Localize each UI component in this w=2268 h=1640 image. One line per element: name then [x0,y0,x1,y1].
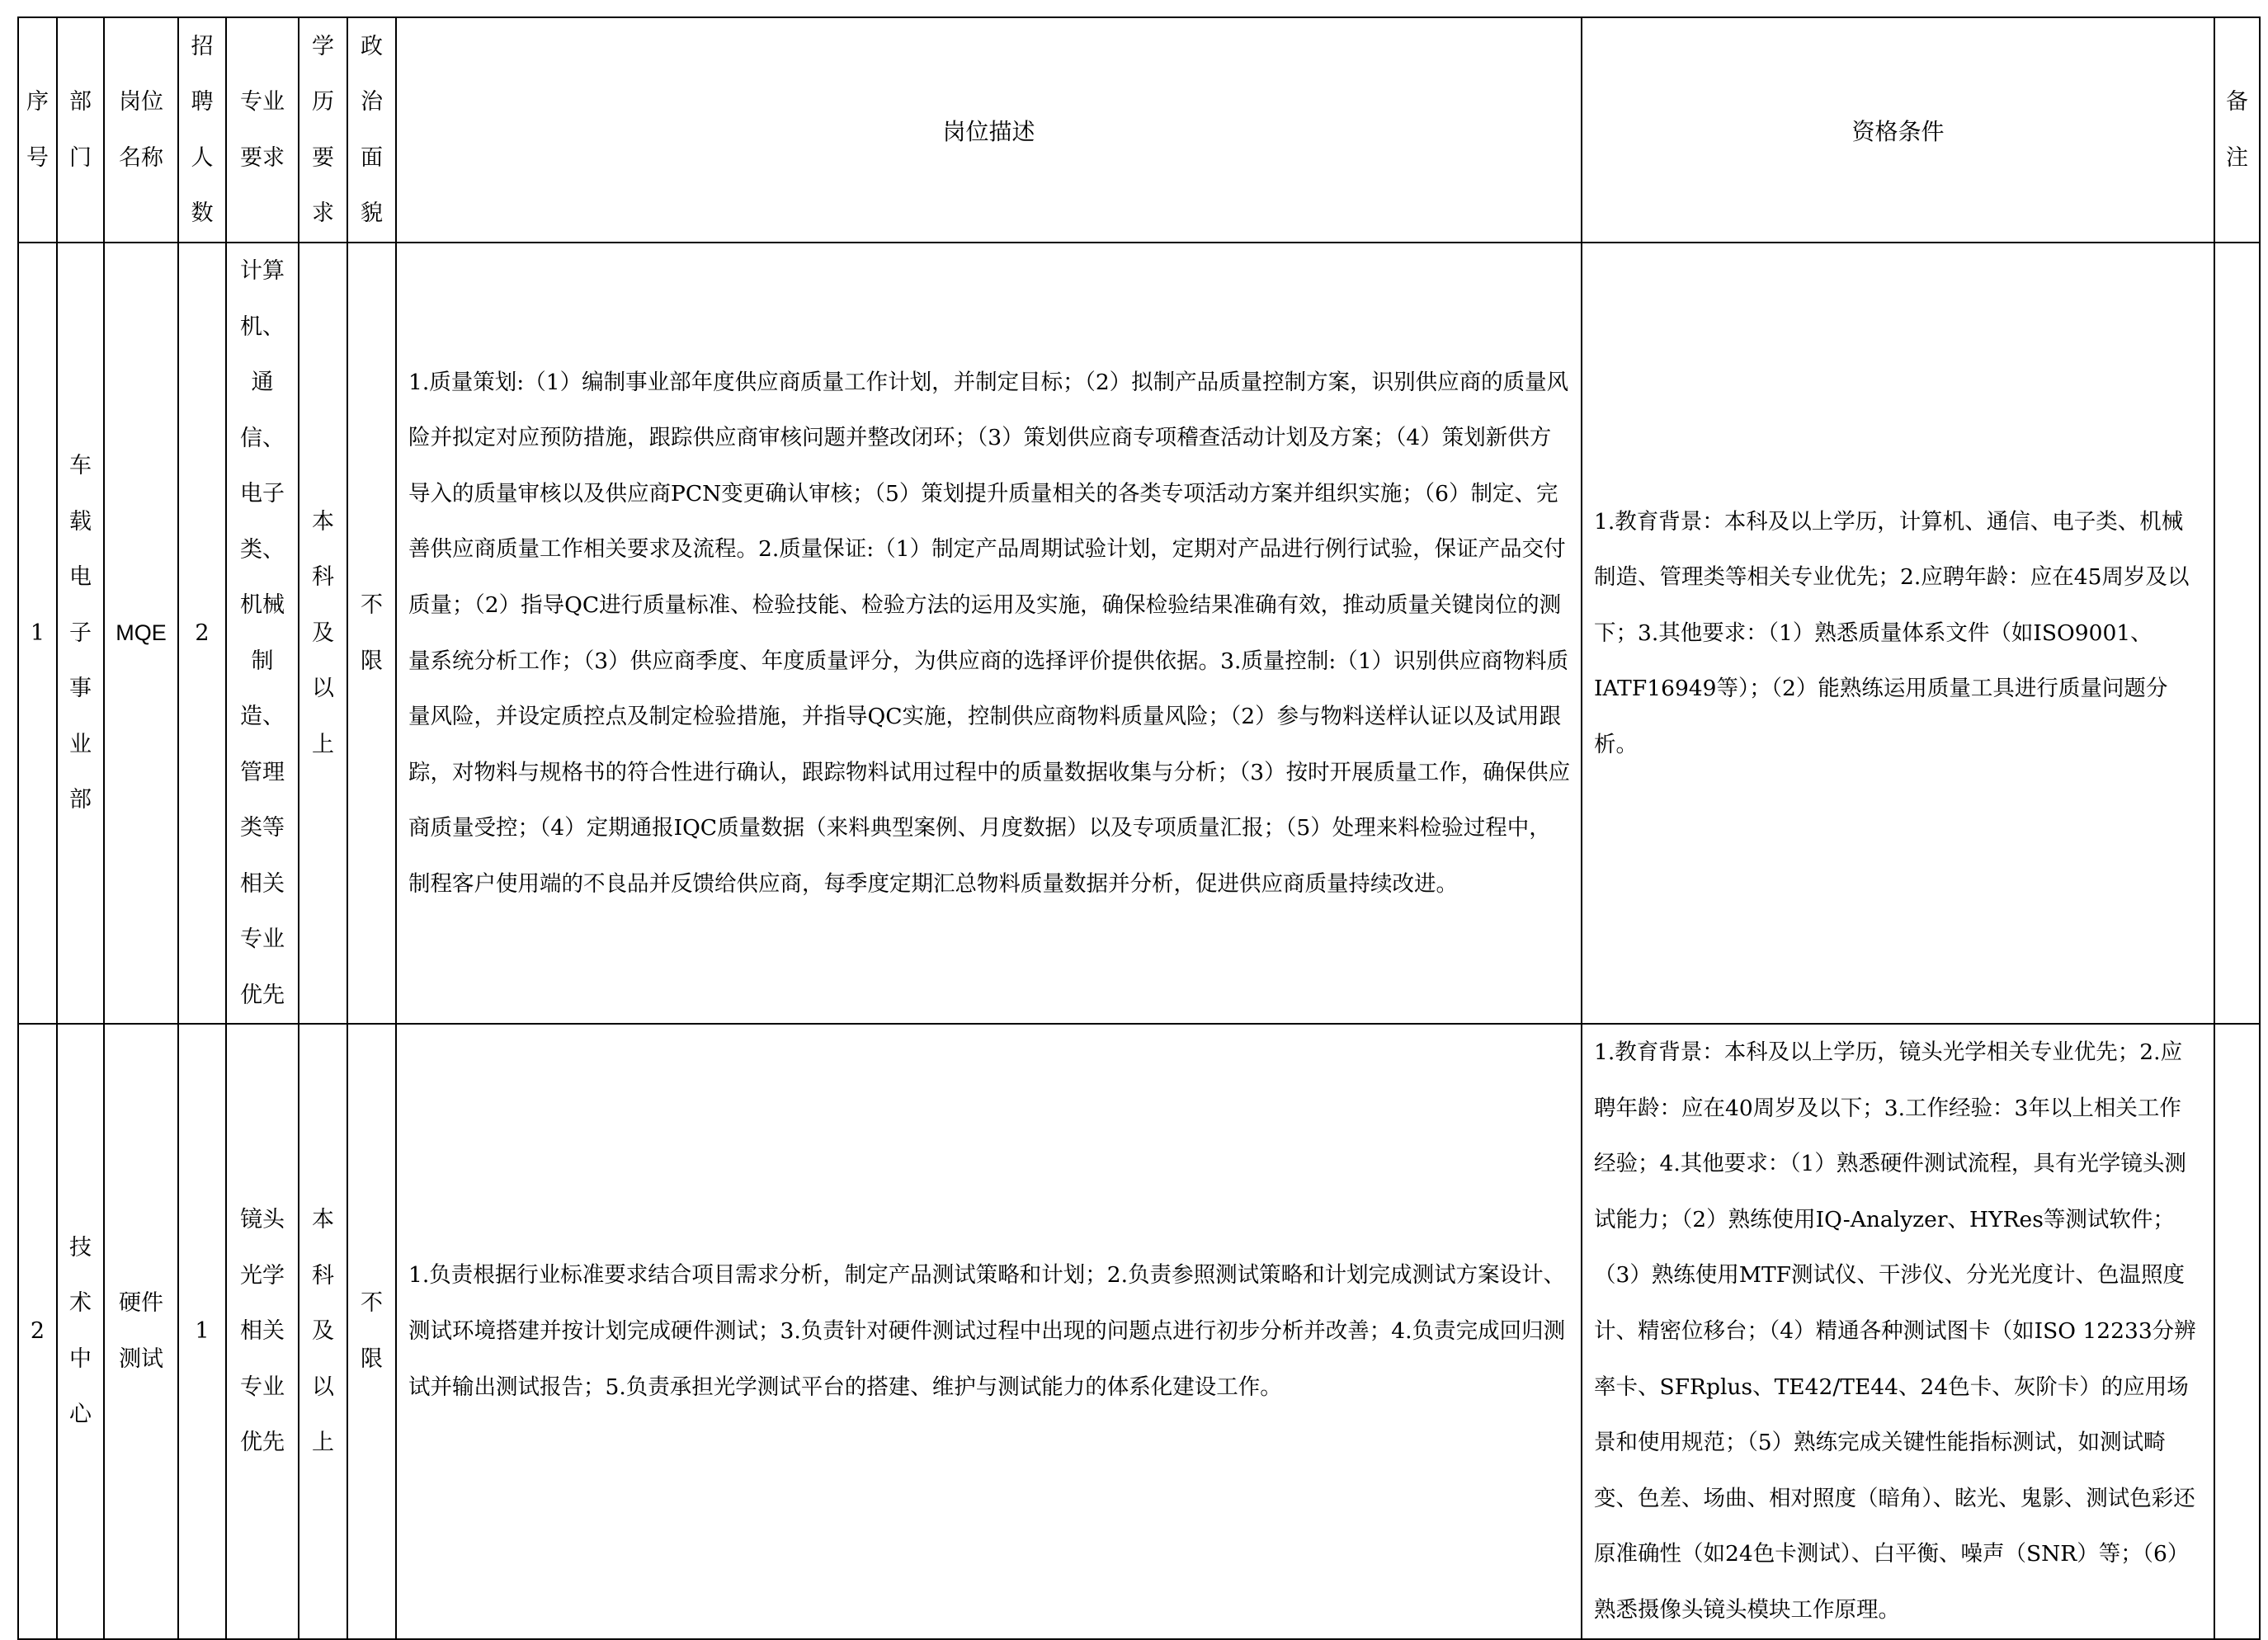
header-seq: 序 号 [18,17,57,243]
header-row [18,17,2260,243]
row-count: 1 [178,1024,226,1639]
row-remark [2214,1024,2260,1639]
header-position: 岗位 名称 [104,17,178,243]
header-major: 专业 要求 [226,17,299,243]
row-major: 计算机、通信、电子类、机械制造、管理类等相关专业优先 [226,243,299,1024]
header-remark: 备 注 [2214,17,2260,243]
row-dept: 技 术 中 心 [57,1024,104,1639]
table-row [18,243,2260,1024]
header-qualification: 资格条件 [1582,17,2214,243]
header-political: 政 治 面 貌 [347,17,396,243]
row-seq: 2 [18,1024,57,1639]
row-remark [2214,243,2260,1024]
row-qualification: 1.教育背景：本科及以上学历，计算机、通信、电子类、机械制造、管理类等相关专业优先；2.应聘年龄：应在45周岁及以下；3.其他要求：（1）熟悉质量体系文件（如ISO9001、IATF16949等）；（2）能熟练运用质量工具进行质量问题分析。 [1582,243,2214,1024]
header-count: 招 聘 人 数 [178,17,226,243]
header-education: 学 历 要 求 [299,17,347,243]
row-position: MQE [104,243,178,1024]
row-education: 本 科 及 以 上 [299,243,347,1024]
row-major: 镜头光学相关专业优先 [226,1024,299,1639]
header-dept: 部 门 [57,17,104,243]
row-seq: 1 [18,243,57,1024]
table-row [18,1024,2260,1639]
row-political: 不 限 [347,243,396,1024]
row-education: 本 科 及 以 上 [299,1024,347,1639]
row-dept: 车 载 电 子 事 业 部 [57,243,104,1024]
recruitment-table [17,16,2261,1640]
row-qualification: 1.教育背景：本科及以上学历，镜头光学相关专业优先；2.应聘年龄：应在40周岁及以下；3.工作经验：3年以上相关工作经验；4.其他要求：（1）熟悉硬件测试流程，具有光学镜头测试能力；（2）熟练使用IQ-Analyzer、HYRes等测试软件；（3）熟练使用MTF测试仪、干涉仪、分光光度计、色温照度计、精密位移台；（4）精通各种测试图卡（如ISO 12233分辨率卡、SFRplus、TE42/TE44、24色卡、灰阶卡）的应用场景和使用规范；（5）熟练完成关键性能指标测试，如测试畸变、色差、场曲、相对照度（暗角）、眩光、鬼影、测试色彩还原准确性（如24色卡测试）、白平衡、噪声（SNR）等；（6）熟悉摄像头镜头模块工作原理。 [1582,1024,2214,1639]
row-count: 2 [178,243,226,1024]
header-description: 岗位描述 [396,17,1582,243]
row-political: 不 限 [347,1024,396,1639]
row-position: 硬件 测试 [104,1024,178,1639]
row-description: 1.负责根据行业标准要求结合项目需求分析，制定产品测试策略和计划；2.负责参照测试策略和计划完成测试方案设计、测试环境搭建并按计划完成硬件测试；3.负责针对硬件测试过程中出现的问题点进行初步分析并改善；4.负责完成回归测试并输出测试报告；5.负责承担光学测试平台的搭建、维护与测试能力的体系化建设工作。 [396,1024,1582,1639]
row-description: 1.质量策划:（1）编制事业部年度供应商质量工作计划，并制定目标；（2）拟制产品质量控制方案，识别供应商的质量风险并拟定对应预防措施，跟踪供应商审核问题并整改闭环；（3）策划供应商专项稽查活动计划及方案；（4）策划新供方导入的质量审核以及供应商PCN变更确认审核；（5）策划提升质量相关的各类专项活动方案并组织实施；（6）制定、完善供应商质量工作相关要求及流程。2.质量保证:（1）制定产品周期试验计划，定期对产品进行例行试验，保证产品交付质量；（2）指导QC进行质量标准、检验技能、检验方法的运用及实施，确保检验结果准确有效，推动质量关键岗位的测量系统分析工作；（3）供应商季度、年度质量评分，为供应商的选择评价提供依据。3.质量控制:（1）识别供应商物料质量风险，并设定质控点及制定检验措施，并指导QC实施，控制供应商物料质量风险；（2）参与物料送样认证以及试用跟踪，对物料与规格书的符合性进行确认，跟踪物料试用过程中的质量数据收集与分析；（3）按时开展质量工作，确保供应商质量受控；（4）定期通报IQC质量数据（来料典型案例、月度数据）以及专项质量汇报；（5）处理来料检验过程中，制程客户使用端的不良品并反馈给供应商，每季度定期汇总物料质量数据并分析，促进供应商质量持续改进。 [396,243,1582,1024]
